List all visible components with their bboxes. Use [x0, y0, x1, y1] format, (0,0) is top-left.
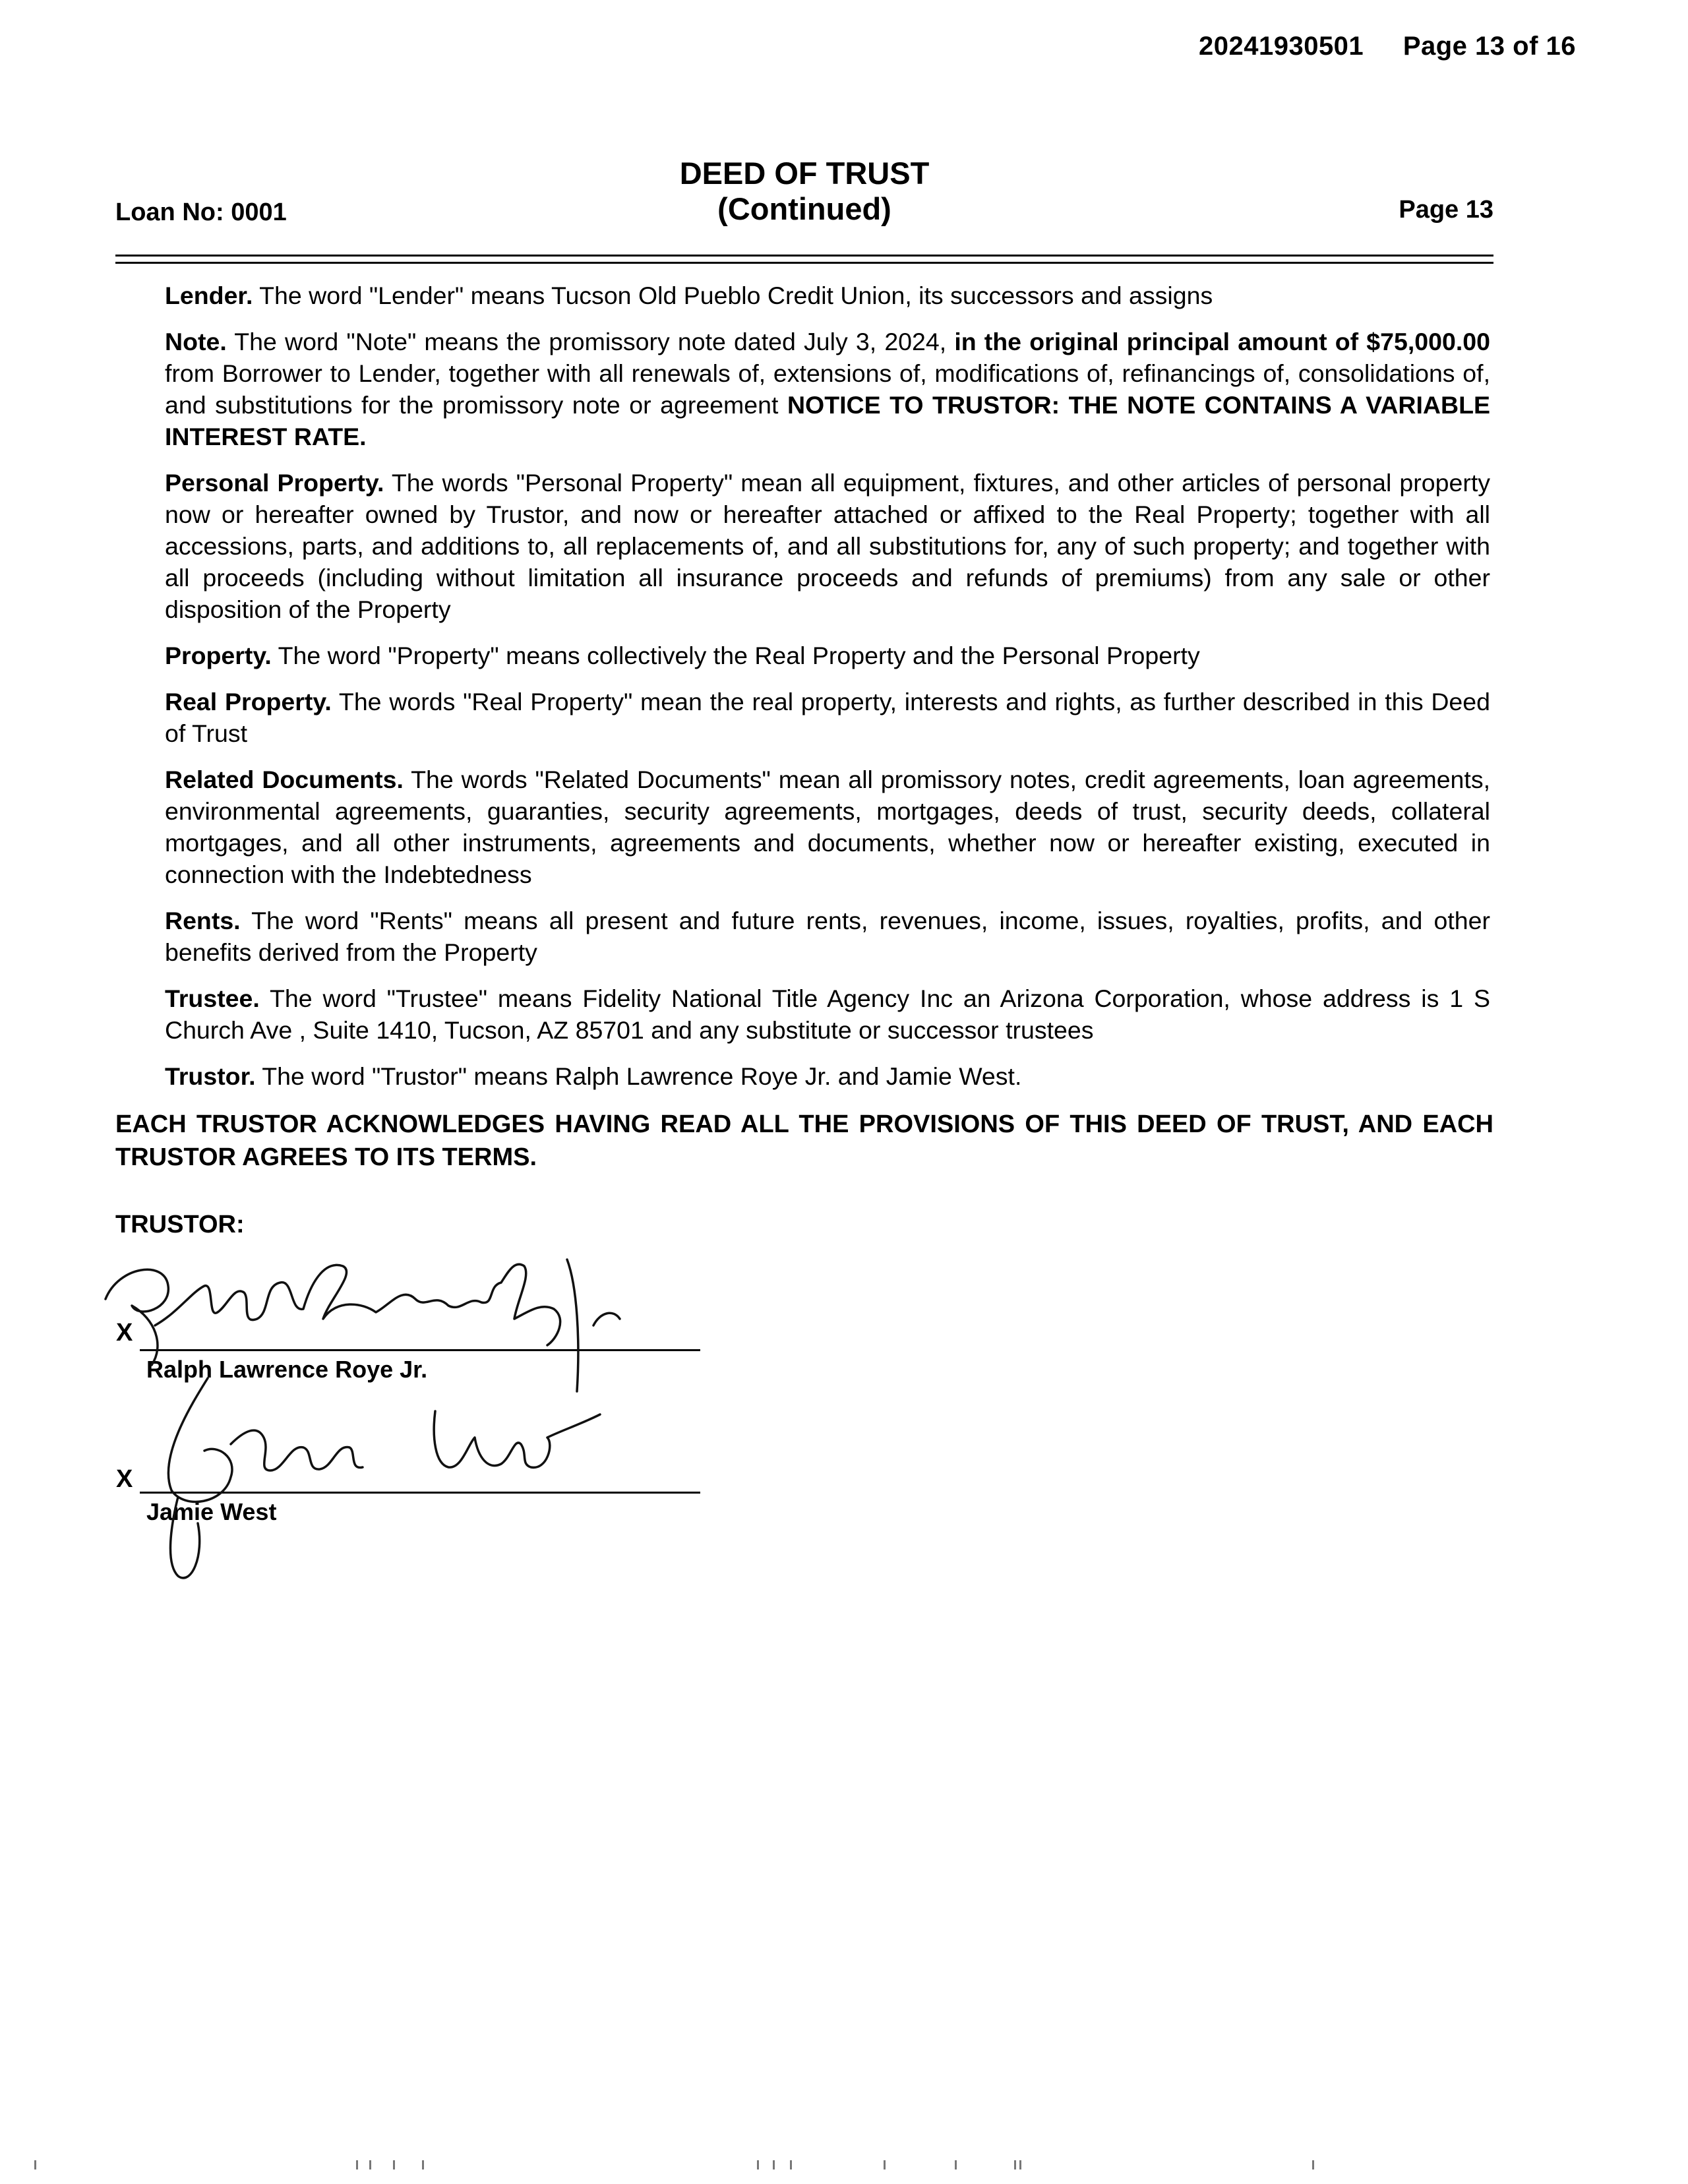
definition-term: Trustee. [165, 985, 260, 1012]
title-line-2: (Continued) [717, 191, 891, 226]
definition-text: The word "Property" means collectively the Real Property and the Personal Property [271, 642, 1200, 669]
signature-mark-2: X [116, 1465, 133, 1493]
definition-related-documents [165, 764, 1490, 890]
definition-term: Related Documents. [165, 766, 404, 793]
recording-number: 20241930501 [1198, 32, 1364, 61]
variable-rate-notice: NOTICE TO TRUSTOR: THE NOTE CONTAINS A VARIABLE INTEREST RATE. [165, 391, 1491, 450]
definition-term: Rents. [165, 907, 241, 934]
definition-text: The word "Note" means the promissory note dated July 3, 2024, [226, 328, 955, 355]
definition-note [165, 326, 1490, 452]
definition-term: Real Property. [165, 688, 332, 715]
recording-page: Page 13 of 16 [1402, 32, 1576, 61]
definition-term: Trustor. [165, 1062, 256, 1090]
definition-term: Personal Property. [165, 469, 384, 497]
signature-mark-1: X [116, 1319, 133, 1347]
signer-name-2: Jamie West [146, 1498, 277, 1525]
definition-text: The word "Trustee" means Fidelity National Title Agency Inc an Arizona Corporation, whose address is 1 S Church Ave , Suite 1410, Tucson, AZ 85701 and any substitute or successor trustees [165, 985, 1490, 1044]
document-title [115, 156, 1493, 227]
scan-edge-marks [0, 2156, 1688, 2169]
definitions-section [165, 280, 1490, 1107]
signer-name-1: Ralph Lawrence Roye Jr. [146, 1356, 428, 1383]
principal-amount: in the original principal amount of $75,000.00 [954, 328, 1490, 355]
definition-term: Note. [165, 328, 227, 355]
definition-text: The words "Related Documents" mean all promissory notes, credit agreements, loan agreements, environmental agreements, guaranties, security agreements, mortgages, deeds of trust, security deeds, collateral mortgages, and all other instruments, agreements and documents, whether now or hereafter existing, executed in connection with the Indebtedness [165, 766, 1490, 888]
definition-term: Property. [165, 642, 272, 669]
document-header [115, 156, 1493, 235]
definition-rents [165, 905, 1490, 968]
definition-text: The words "Personal Property" mean all equipment, fixtures, and other articles of personal property now or hereafter owned by Trustor, and now or hereafter attached or affixed to the Real Property; together with all accessions, parts, and additions to, all replacements of, and all substitutions for, any of such property; and together with all proceeds (including without limitation all insurance proceeds and refunds of premiums) from any sale or other disposition of the Property [165, 469, 1490, 623]
definition-trustee [165, 983, 1490, 1046]
header-rule-top [115, 255, 1493, 257]
acknowledgment-statement: EACH TRUSTOR ACKNOWLEDGES HAVING READ ALL THE PROVISIONS OF THIS DEED OF TRUST, AND EACH TRUSTOR AGREES TO ITS TERMS. [115, 1110, 1493, 1171]
definition-text: The word "Trustor" means Ralph Lawrence Roye Jr. and Jamie West. [255, 1062, 1022, 1090]
trustor-label: TRUSTOR: [115, 1211, 245, 1238]
recording-header [1199, 32, 1576, 61]
definition-text: The word "Rents" means all present and future rents, revenues, income, issues, royalties, profits, and other benefits derived from the Property [165, 907, 1490, 966]
definition-term: Lender. [165, 282, 253, 309]
definition-personal-property [165, 467, 1490, 625]
signature-jamie [168, 1378, 600, 1578]
definition-trustor [165, 1060, 1490, 1092]
header-rule-bottom [115, 262, 1493, 264]
handwritten-signatures [92, 1246, 673, 1589]
definition-text: The word "Lender" means Tucson Old Pueblo Credit Union, its successors and assigns [253, 282, 1213, 309]
definition-property [165, 640, 1490, 671]
definition-real-property [165, 686, 1490, 749]
loan-number: Loan No: 0001 [115, 198, 287, 226]
definition-lender [165, 280, 1490, 311]
definition-text: from Borrower to Lender, together with all renewals of, extensions of, modifications of, refinancings of, consolidations of, and substitutions for the promissory note or agreement [165, 359, 1490, 419]
definition-text: The words "Real Property" mean the real property, interests and rights, as further described in this Deed of Trust [165, 688, 1490, 747]
title-line-1: DEED OF TRUST [679, 156, 930, 191]
page-number: Page 13 [1399, 196, 1493, 224]
signature-ralph [106, 1259, 620, 1391]
